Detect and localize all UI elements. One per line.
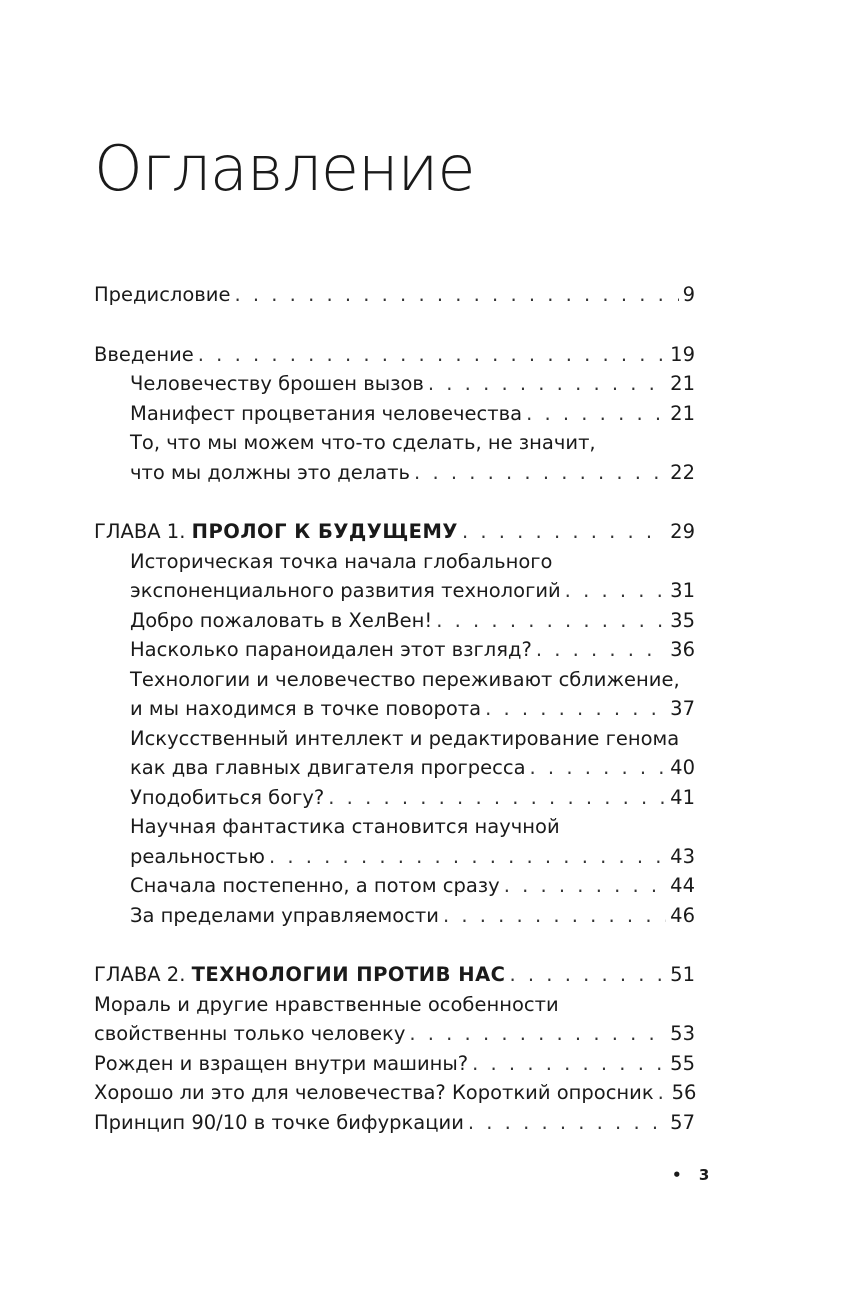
leader-dots: [436, 609, 666, 632]
toc-entry[interactable]: [94, 461, 695, 491]
bullet-icon: •: [672, 1166, 682, 1184]
toc-entry-continued[interactable]: [94, 727, 695, 757]
toc-entry-label: Сначала постепенно, а потом сразу: [130, 874, 500, 897]
toc-entry-label: Научная фантастика становится научной: [130, 815, 560, 838]
toc-entry[interactable]: [94, 1111, 695, 1141]
leader-dots: [468, 1111, 666, 1134]
toc-entry[interactable]: [94, 1022, 695, 1052]
toc-chapter-entry[interactable]: [94, 963, 695, 993]
toc-entry[interactable]: [94, 697, 695, 727]
toc-entry-continued[interactable]: [94, 815, 695, 845]
toc-entry-page: 40: [670, 756, 695, 779]
leader-dots: [504, 874, 666, 897]
toc-entry-page: 36: [670, 638, 695, 661]
toc-entry-continued[interactable]: [94, 668, 695, 698]
toc-entry-label: реальностью: [130, 844, 265, 868]
page-number: 3: [698, 1166, 710, 1184]
toc-entry-page: 57: [670, 1110, 695, 1134]
toc-entry-label: Технологии и человечество переживают сближение,: [130, 667, 680, 691]
toc-entry-label: как два главных двигателя прогресса: [130, 756, 526, 779]
toc-chapter-entry[interactable]: [94, 520, 695, 550]
toc-entry-label: За пределами управляемости: [130, 903, 439, 927]
toc-entry-page: 46: [670, 903, 695, 927]
toc-entry-label: свойственны только человеку: [94, 1022, 406, 1045]
toc-chapter-label: [94, 963, 506, 986]
toc-entry-label: Мораль и другие нравственные особенности: [94, 992, 559, 1016]
toc-entry-page: 29: [670, 520, 695, 543]
toc-entry[interactable]: [94, 283, 695, 313]
toc-entry-label: Добро пожаловать в ХелВен!: [130, 608, 433, 632]
toc-entry-label: Манифест процветания человечества: [130, 401, 523, 425]
toc-entry[interactable]: [94, 845, 695, 875]
toc-entry-continued[interactable]: [94, 993, 695, 1023]
table-of-contents: [94, 283, 695, 1140]
toc-entry-page: 31: [670, 579, 695, 602]
toc-entry-label: Искусственный интеллект и редактирование генома: [130, 726, 680, 750]
leader-dots: [462, 520, 666, 543]
toc-entry[interactable]: [94, 756, 695, 786]
toc-entry[interactable]: [94, 609, 695, 639]
toc-entry[interactable]: [94, 402, 695, 432]
page-footer: [672, 1166, 709, 1184]
toc-entry-page: 44: [670, 874, 695, 897]
toc-entry-page: 41: [670, 785, 695, 809]
leader-dots: [443, 904, 666, 927]
toc-entry-page: 53: [670, 1022, 695, 1045]
toc-entry-label: Насколько параноидален этот взгляд?: [130, 638, 532, 661]
toc-entry-page: 55: [670, 1051, 695, 1075]
toc-entry[interactable]: [94, 1052, 695, 1082]
toc-entry-page: 56: [671, 1081, 697, 1104]
toc-entry-continued[interactable]: [94, 431, 695, 461]
toc-entry-page: 21: [670, 372, 695, 395]
toc-entry-label: Введение: [94, 342, 194, 366]
toc-entry-label: То, что мы можем что-то сделать, не значит,: [130, 431, 596, 454]
toc-entry-label: Историческая точка начала глобального: [130, 549, 553, 573]
toc-entry[interactable]: [94, 904, 695, 934]
leader-dots: [414, 461, 666, 484]
toc-entry[interactable]: [94, 1081, 695, 1111]
toc-entry-label: Рожден и взращен внутри машины?: [94, 1051, 469, 1075]
leader-dots: [328, 786, 666, 809]
chapter-number: ГЛАВА 1.: [94, 520, 192, 543]
toc-entry-label: Хорошо ли это для человечества? Короткий опросник: [94, 1081, 654, 1104]
toc-entry-label: и мы находимся в точке поворота: [130, 697, 482, 720]
toc-entry-label: Предисловие: [94, 283, 231, 306]
leader-dots: [485, 697, 666, 720]
toc-entry-page: 43: [670, 844, 695, 868]
toc-entry-page: 37: [670, 697, 695, 720]
leader-dots: [198, 343, 666, 366]
leader-dots: [472, 1052, 666, 1075]
toc-entry[interactable]: [94, 638, 695, 668]
toc-entry-page: 51: [670, 963, 695, 986]
toc-entry[interactable]: [94, 786, 695, 816]
leader-dots: [510, 963, 667, 986]
chapter-number: ГЛАВА 2.: [94, 963, 192, 986]
toc-chapter-label: [94, 520, 458, 543]
toc-entry-page: 22: [670, 460, 695, 484]
toc-entry-page: 35: [670, 608, 695, 632]
leader-dots: [269, 845, 666, 868]
toc-entry-label: Человечеству брошен вызов: [130, 372, 424, 395]
page-title: Оглавление: [94, 132, 475, 205]
toc-entry-page: 9: [682, 283, 695, 306]
leader-dots: [658, 1081, 668, 1104]
chapter-title: ТЕХНОЛОГИИ ПРОТИВ НАС: [191, 963, 506, 986]
toc-entry-label: экспоненциального развития технологий: [130, 579, 561, 602]
leader-dots: [409, 1022, 666, 1045]
toc-entry[interactable]: [94, 343, 695, 373]
toc-entry-page: 21: [670, 401, 695, 425]
leader-dots: [428, 372, 666, 395]
toc-entry[interactable]: [94, 372, 695, 402]
toc-entry-label: что мы должны это делать: [130, 460, 411, 484]
leader-dots: [234, 283, 678, 306]
leader-dots: [526, 402, 666, 425]
toc-entry-label: Уподобиться богу?: [130, 785, 325, 809]
leader-dots: [530, 756, 667, 779]
toc-entry-label: Принцип 90/10 в точке бифуркации: [94, 1110, 464, 1134]
toc-entry[interactable]: [94, 874, 695, 904]
leader-dots: [536, 638, 666, 661]
chapter-title: ПРОЛОГ К БУДУЩЕМУ: [191, 520, 458, 543]
toc-entry[interactable]: [94, 579, 695, 609]
toc-entry-page: 19: [670, 342, 695, 366]
toc-entry-continued[interactable]: [94, 550, 695, 580]
leader-dots: [565, 579, 667, 602]
